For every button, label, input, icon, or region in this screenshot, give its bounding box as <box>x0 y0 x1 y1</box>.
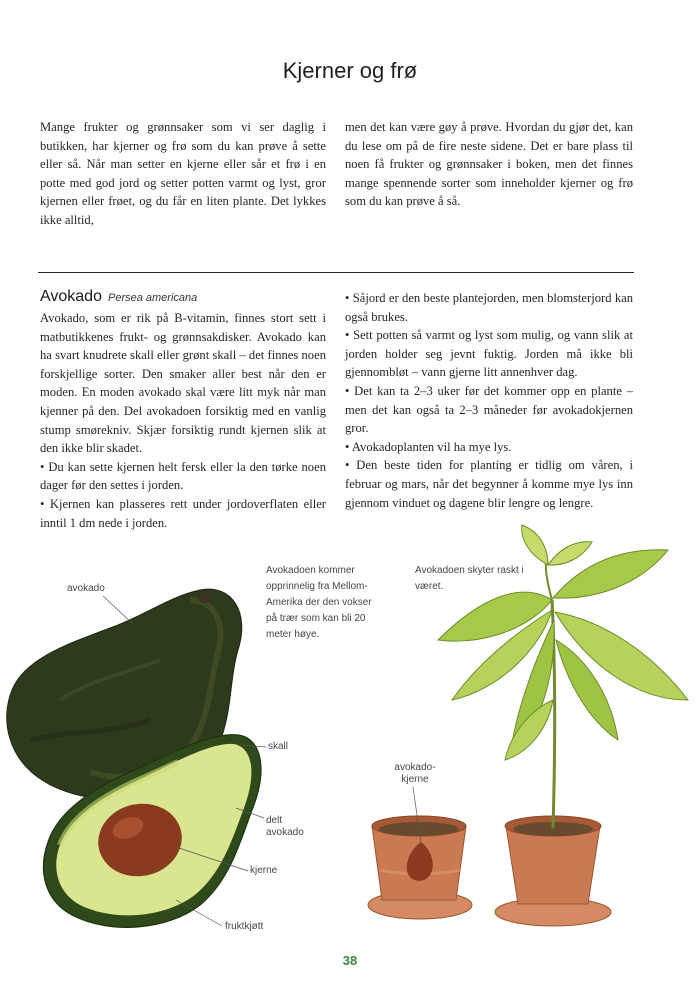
origin-caption: Avokadoen kommer opprinnelig fra Mellom-Amerika der den vokser på trær som kan bli 20 meter høye. <box>266 565 372 640</box>
bullet-best-time: • Den beste tiden for planting er tidlig om våren, i februar og mars, når det begynner å komme mye lys inn gjennom vinduet og dagene blir lengre og lengre. <box>345 458 633 510</box>
page-number: 38 <box>342 953 358 968</box>
section-paragraph: Avokado, som er rik på B-vitamin, finnes stort sett i matbutikkenes frukt- og grønnsakdisker. Avokado kan ha svart knudrete skall eller grønt skall – det finnes noen forskjellige sorter. Den smaker aller best når den er moden. En moden avokado skal være litt myk når man kjenner på den. Del avokadoen forsiktig med en vanlig stump smørekniv. Skjær forsiktig rundt kjernen slik at den ikke blir skadet. <box>40 311 326 456</box>
small-pot-with-pit-illustration <box>368 816 472 919</box>
label-skall: skall <box>268 741 289 752</box>
label-avokadokjerne: avokado-kjerne <box>394 762 436 785</box>
page-title: Kjerner og frø <box>282 58 418 83</box>
section-title: Avokado <box>40 288 102 305</box>
label-fruktkjott: fruktkjøtt <box>225 921 264 932</box>
growth-caption: Avokadoen skyter raskt i været. <box>415 565 524 592</box>
bullet-planting-depth: • Kjernen kan plasseres rett under jordoverflaten eller inntil 1 dm nede i jorden. <box>40 496 326 530</box>
bullet-fresh-or-dried: • Du kan sette kjernen helt fersk eller la den tørke noen dager før den settes i jorden. <box>40 459 326 493</box>
bullet-warm-light-water: • Sett potten så varmt og lyst som mulig, og vann slik at jorden holder seg jevnt fuktig. Jorden må ikke bli gjennombløt – vann gjerne litt annenhver dag. <box>345 328 633 380</box>
label-kjerne: kjerne <box>250 865 278 876</box>
label-delt-avokado: delt avokado <box>266 815 304 838</box>
label-avokado: avokado <box>67 583 105 594</box>
bullet-soil: • Såjord er den beste plantejorden, men blomsterjord kan også brukes. <box>345 291 633 324</box>
intro-text-right: men det kan være gøy å prøve. Hvordan du gjør det, kan du lese om på de fire neste sidene. Det er bare plass til noen få frukter og grønnsaker i boken, men det finnes mange spennende sorter som inneholder kjerner og frø som du kan prøve å så. <box>345 120 633 209</box>
bullet-germination-time: • Det kan ta 2–3 uker før det kommer opp en plante – men det kan også ta 2–3 måneder før avokadokjernen gror. <box>345 383 633 436</box>
bullet-light: • Avokadoplanten vil ha mye lys. <box>345 439 512 454</box>
intro-text-left: Mange frukter og grønnsaker som vi ser daglig i butikken, har kjerner og frø som du kan prøve å sette eller så. Når man setter en kjerne eller sår et frø i en potte med god jord og setter potten varmt og lyst, gror kjernen eller frøet, og du får en liten plante. Det lykkes ikke alltid, <box>40 120 326 227</box>
section-latin-name: Persea americana <box>107 292 198 304</box>
